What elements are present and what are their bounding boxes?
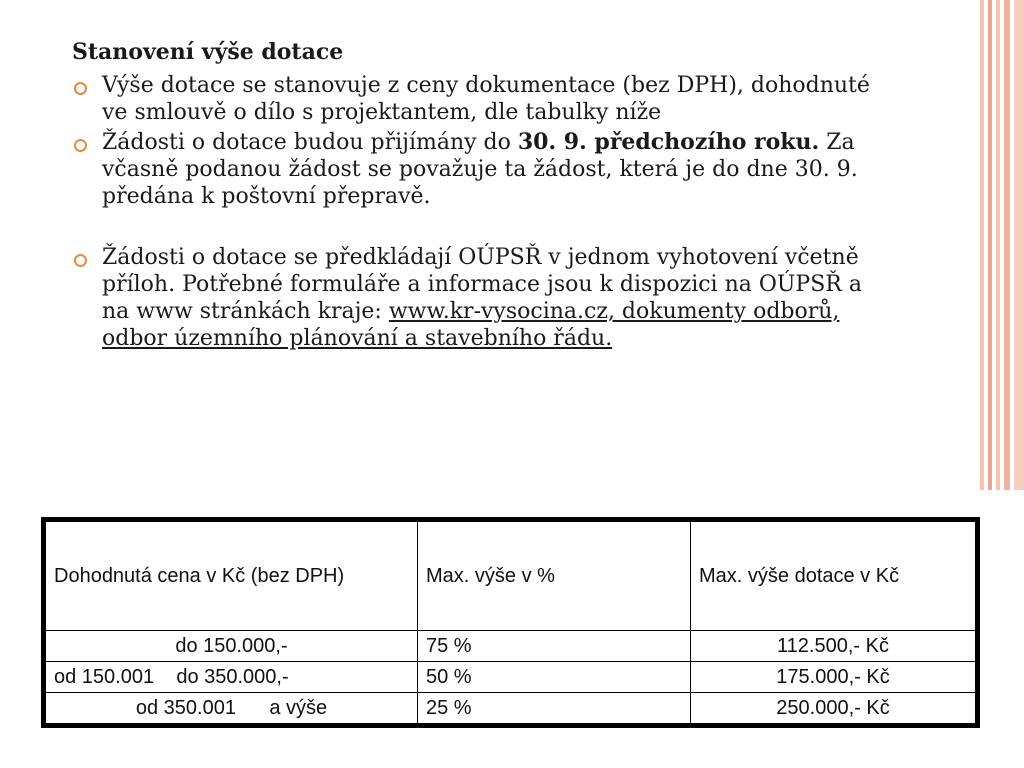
table-row	[46, 662, 976, 693]
bullet-item-deadline	[72, 129, 892, 210]
cell-percent: 75 %	[418, 631, 691, 662]
bullet-item-submission	[72, 244, 892, 352]
bullet-text-after: Za včasně podanou žádost se považuje ta žádost, která je do dne 30. 9. předána k poštovní přepravě.	[102, 130, 858, 209]
bullet-deadline-bold: 30. 9. předchozího roku.	[517, 129, 820, 155]
stripe	[980, 0, 984, 490]
header-price: Dohodnutá cena v Kč (bez DPH)	[46, 522, 418, 631]
cell-subsidy: 175.000,- Kč	[691, 662, 976, 693]
bullet-text: Výše dotace se stanovuje z ceny dokumentace (bez DPH), dohodnuté ve smlouvě o dílo s projektantem, dle tabulky níže	[102, 73, 870, 125]
decorative-stripes	[980, 0, 1024, 490]
cell-subsidy: 250.000,- Kč	[691, 693, 976, 724]
stripe	[1014, 0, 1024, 490]
bullet-circle-icon	[74, 254, 87, 267]
bullet-circle-icon	[74, 82, 87, 95]
subsidy-table	[41, 517, 980, 728]
cell-price: od 150.001 do 350.000,-	[46, 662, 418, 693]
header-max-subsidy: Max. výše dotace v Kč	[691, 522, 976, 631]
cell-price: od 350.001 a výše	[46, 693, 418, 724]
slide-heading: Stanovení výše dotace	[72, 39, 344, 65]
cell-percent: 25 %	[418, 693, 691, 724]
table-header-row	[46, 522, 976, 631]
website-link[interactable]: www.kr-vysocina.cz, dokumenty odborů, odbor územního plánování a stavebního řádu.	[102, 299, 840, 351]
slide-content	[72, 38, 892, 355]
cell-price: do 150.000,-	[46, 631, 418, 662]
header-percent: Max. výše v %	[418, 522, 691, 631]
cell-percent: 50 %	[418, 662, 691, 693]
table-row	[46, 631, 976, 662]
bullet-circle-icon	[74, 139, 87, 152]
bullet-text: Žádosti o dotace se předkládají OÚPSŘ v jednom vyhotovení včetně příloh. Potřebné formuláře a informace jsou k dispozici na OÚPSŘ a na www stránkách kraje:	[102, 245, 862, 324]
bullet-item-price	[72, 72, 892, 126]
stripe	[996, 0, 1000, 490]
bullet-list	[72, 72, 892, 352]
stripe	[1004, 0, 1010, 490]
bullet-text: Žádosti o dotace budou přijímány do	[102, 130, 518, 155]
table-row	[46, 693, 976, 724]
stripe	[988, 0, 992, 490]
cell-subsidy: 112.500,- Kč	[691, 631, 976, 662]
